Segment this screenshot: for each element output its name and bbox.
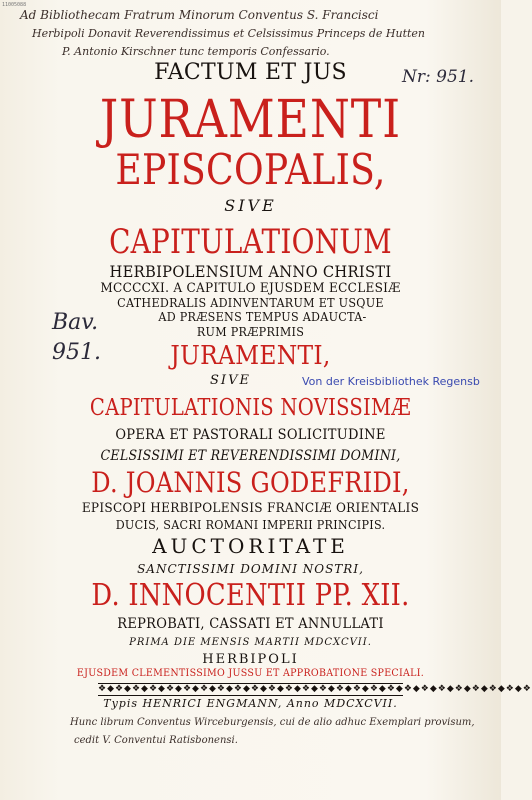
catalog-id: 11005088 xyxy=(2,2,27,8)
manuscript-side-note-1: Bav. xyxy=(52,310,99,335)
title-capitulationis: CAPITULATIONIS NOVISSIMÆ xyxy=(89,395,412,421)
title-juramenti: JURAMENTI xyxy=(99,90,402,150)
title-celsissimi: CELSISSIMI ET REVERENDISSIMI DOMINI, xyxy=(100,448,401,464)
title-capitulationum: CAPITULATIONUM xyxy=(109,222,392,262)
title-ejusdem: EJUSDEM CLEMENTISSIMO JUSSU ET APPROBATIONE SPECIALI. xyxy=(76,668,425,679)
title-opera: OPERA ET PASTORALI SOLICITUDINE xyxy=(115,427,386,443)
title-joannis: D. JOANNIS GODEFRIDI, xyxy=(91,466,410,499)
title-rum-praeprimis: RUM PRÆPRIMIS xyxy=(196,325,305,339)
manuscript-dedication-line-2: Herbipoli Donavit Reverendissimus et Celsissimus Princeps de Hutten xyxy=(32,27,426,40)
manuscript-dedication-line-1: Ad Bibliothecam Fratrum Minorum Conventus S. Francisci xyxy=(20,8,379,22)
title-reprobati: REPROBATI, CASSATI ET ANNULLATI xyxy=(117,616,384,632)
title-juramenti-2: JURAMENTI, xyxy=(170,341,331,371)
library-stamp: Von der Kreisbibliothek Regensb xyxy=(302,375,480,388)
title-mccccxi: MCCCCXI. A CAPITULO EJUSDEM ECCLESIÆ xyxy=(100,281,401,296)
manuscript-shelfmark: Nr: 951. xyxy=(402,67,474,87)
title-sive-1: SIVE xyxy=(224,196,277,215)
title-prima-die: PRIMA DIE MENSIS MARTII MDCXCVII. xyxy=(129,637,372,648)
ornament-border: ❖◆❖◆❖◆❖◆❖◆❖◆❖◆❖◆❖◆❖◆❖◆❖◆❖◆❖◆❖◆❖◆❖◆❖◆❖◆❖◆❖◆❖◆❖◆❖◆❖◆❖ xyxy=(98,684,532,694)
title-ducis: DUCIS, SACRI ROMANI IMPERII PRINCIPIS. xyxy=(115,518,386,532)
ornament-rule-bottom xyxy=(98,695,403,696)
title-cathedralis: CATHEDRALIS ADINVENTARUM ET USQUE xyxy=(117,296,384,310)
manuscript-dedication-line-3: P. Antonio Kirschner tunc temporis Confessario. xyxy=(62,45,330,58)
title-innocentii: D. INNOCENTII PP. XII. xyxy=(91,578,410,613)
imprint-typis: Typis HENRICI ENGMANN, Anno MDCXCVII. xyxy=(103,697,398,710)
title-sive-2: SIVE xyxy=(210,373,251,388)
title-auctoritate: AUCTORITATE xyxy=(152,534,349,558)
manuscript-bottom-note-2: cedit V. Conventui Ratisbonensi. xyxy=(74,735,238,746)
title-episcopi: EPISCOPI HERBIPOLENSIS FRANCIÆ ORIENTALIS xyxy=(81,501,420,516)
title-herbipolensium: HERBIPOLENSIUM ANNO CHRISTI xyxy=(109,262,392,281)
manuscript-side-note-2: 951. xyxy=(52,340,101,365)
title-herbipoli: HERBIPOLI xyxy=(202,652,299,667)
title-ad-praesens: AD PRÆSENS TEMPUS ADAUCTA- xyxy=(158,310,367,324)
title-sanctissimi: SANCTISSIMI DOMINI NOSTRI, xyxy=(137,562,364,576)
title-episcopalis: EPISCOPALIS, xyxy=(115,145,386,194)
manuscript-bottom-note-1: Hunc librum Conventus Wirceburgensis, cui de alio adhuc Exemplari provisum, xyxy=(70,717,475,728)
title-factum: FACTUM ET JUS xyxy=(154,60,347,85)
